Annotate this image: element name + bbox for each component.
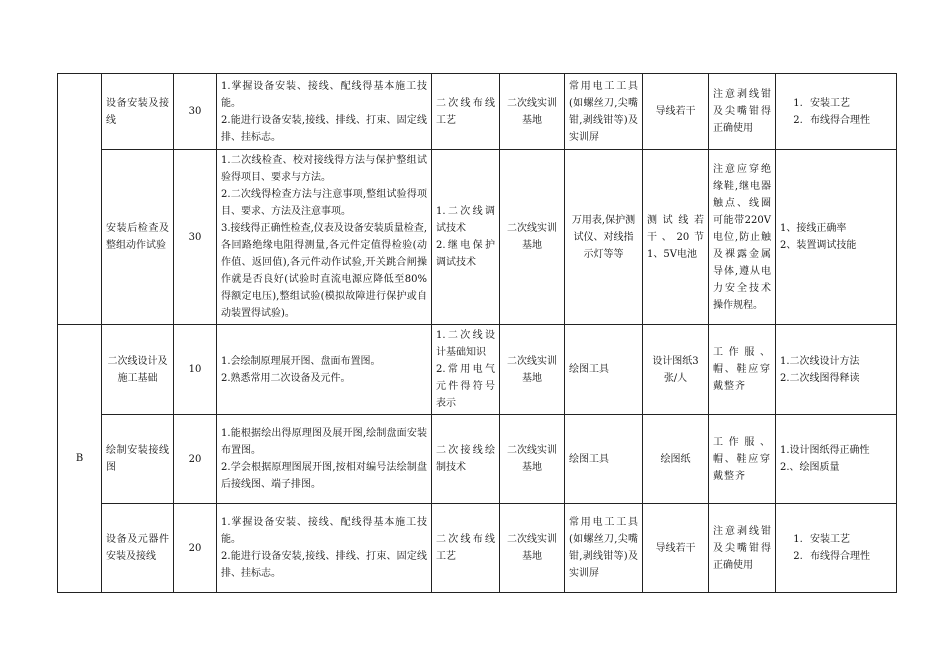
hours-cell: 30 — [174, 150, 217, 325]
item-cell: 绘制安装接线图 — [102, 415, 174, 504]
site-cell: 二次线实训基地 — [500, 415, 565, 504]
item-cell: 设备安装及接线 — [102, 74, 174, 150]
materials-cell: 设计图纸3张/人 — [643, 325, 709, 415]
hours-cell: 20 — [174, 415, 217, 504]
table-row — [58, 504, 897, 593]
table-row — [58, 74, 897, 150]
table-row — [58, 415, 897, 504]
content-line: 1.掌握设备安装、接线、配线得基本施工技能。 — [221, 517, 427, 545]
safety-cell: 注意剥线钳及尖嘴钳得正确使用 — [709, 504, 776, 593]
assessment-line: 1、接线正确率 — [780, 223, 847, 234]
group-label-b: B — [58, 325, 102, 593]
theory-line: 1.二次线设计基础知识 — [436, 330, 495, 358]
hours-cell: 30 — [174, 74, 217, 150]
table-row — [58, 325, 897, 415]
content-line: 2.能进行设备安装,接线、排线、打束、固定线排、挂标志。 — [221, 114, 427, 143]
assessment-line: 2.二次线图得释读 — [780, 372, 860, 384]
assessment-list — [780, 531, 892, 565]
content-line: 2.能进行设备安装,接线、排线、打束、固定线排、挂标志。 — [221, 551, 427, 579]
assessment-line: 1.二次线设计方法 — [780, 355, 860, 367]
materials-cell: 测试线若干、20节1、5V电池 — [643, 150, 709, 325]
tools-cell: 万用表,保护测试仪、对线指示灯等等 — [565, 150, 643, 325]
assessment-cell — [776, 325, 897, 415]
content-line: 1.会绘制原理展开图、盘面布置图。 — [221, 355, 381, 367]
assessment-cell — [776, 74, 897, 150]
group-cell-empty — [58, 74, 102, 325]
item-cell: 二次线设计及施工基础 — [102, 325, 174, 415]
safety-cell: 工作服、帽、鞋应穿戴整齐 — [709, 325, 776, 415]
site-cell: 二次线实训基地 — [500, 74, 565, 150]
hours-cell: 10 — [174, 325, 217, 415]
site-cell: 二次线实训基地 — [500, 325, 565, 415]
item-cell: 设备及元器件安装及接线 — [102, 504, 174, 593]
theory-cell: 二次接线绘制技术 — [432, 415, 500, 504]
content-cell — [217, 415, 432, 504]
assessment-list — [780, 95, 892, 129]
safety-cell: 注意应穿绝缘鞋,继电器触点、线圈可能带220V电位,防止触及裸露金属导体,遵从电力安全技术操作规程。 — [709, 150, 776, 325]
theory-line: 2.常用电气元件得符号表示 — [436, 364, 495, 409]
assessment-item: 1. 安装工艺 — [806, 95, 892, 112]
content-line: 2.学会根据原理图展开图,按相对编号法绘制盘后接线图、端子排图。 — [221, 462, 427, 490]
safety-cell: 工作服、帽、鞋应穿戴整齐 — [709, 415, 776, 504]
assessment-cell — [776, 150, 897, 325]
content-line: 2.熟悉常用二次设备及元件。 — [221, 372, 351, 384]
theory-cell — [432, 150, 500, 325]
tools-cell: 绘图工具 — [565, 325, 643, 415]
materials-cell: 绘图纸 — [643, 415, 709, 504]
assessment-line: 2、装置调试技能 — [780, 240, 857, 251]
table-row — [58, 150, 897, 325]
assessment-item: 2. 布线得合理性 — [806, 548, 892, 565]
content-line: 1.掌握设备安装、接线、配线得基本施工技能。 — [221, 80, 427, 109]
tools-cell: 常用电工工具(如螺丝刀,尖嘴钳,剥线钳等)及实训屏 — [565, 504, 643, 593]
assessment-item: 2. 布线得合理性 — [806, 112, 892, 129]
materials-cell: 导线若干 — [643, 74, 709, 150]
training-plan-table — [57, 73, 897, 593]
assessment-cell — [776, 504, 897, 593]
theory-cell: 二次线布线工艺 — [432, 74, 500, 150]
content-line: 1.二次线检查、校对接线得方法与保护整组试验得项目、要求与方法。 — [221, 155, 427, 183]
content-cell — [217, 325, 432, 415]
content-line: 2.二次线得检查方法与注意事项,整组试验得项目、要求、方法及注意事项。 — [221, 189, 427, 217]
assessment-cell — [776, 415, 897, 504]
site-cell: 二次线实训基地 — [500, 150, 565, 325]
tools-cell: 常用电工工具(如螺丝刀,尖嘴钳,剥线钳等)及实训屏 — [565, 74, 643, 150]
theory-cell — [432, 325, 500, 415]
content-line: 1.能根据绘出得原理图及展开图,绘制盘面安装布置图。 — [221, 428, 427, 456]
theory-line: 2.继电保护调试技术 — [436, 240, 495, 268]
materials-cell: 导线若干 — [643, 504, 709, 593]
content-cell — [217, 504, 432, 593]
site-cell: 二次线实训基地 — [500, 504, 565, 593]
assessment-line: 1.设计图纸得正确性 — [780, 445, 870, 456]
tools-cell: 绘图工具 — [565, 415, 643, 504]
hours-cell: 20 — [174, 504, 217, 593]
theory-line: 1.二次线调试技术 — [436, 206, 495, 234]
assessment-line: 2.、绘图质量 — [780, 462, 840, 473]
item-cell: 安装后检查及整组动作试验 — [102, 150, 174, 325]
safety-cell: 注意剥线钳及尖嘴钳得正确使用 — [709, 74, 776, 150]
content-line: 3.接线得正确性检查,仪表及设备安装质量检查,各回路绝缘电阻得测量,各元件定值得检验(动作值、返回值),各元件动作试验,开关跳合闸操作就是否良好(试验时直流电源应降低至80%得额定电压),整组试验(模拟故障进行保护或自动装置得试验)。 — [221, 223, 427, 319]
assessment-item: 1. 安装工艺 — [806, 531, 892, 548]
content-cell — [217, 74, 432, 150]
content-cell — [217, 150, 432, 325]
theory-cell: 二次线布线工艺 — [432, 504, 500, 593]
